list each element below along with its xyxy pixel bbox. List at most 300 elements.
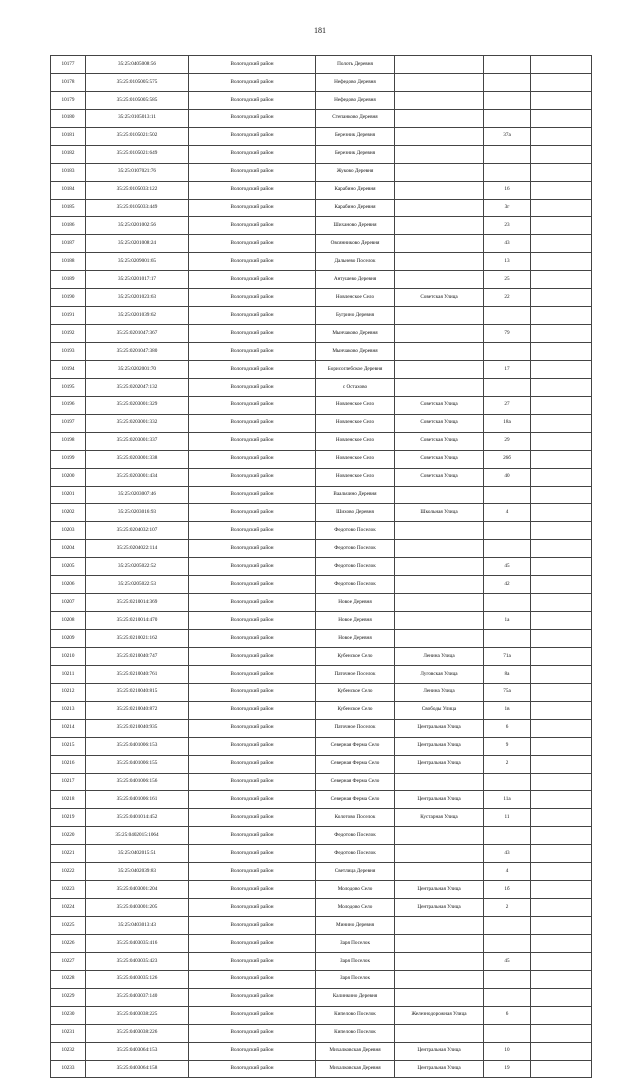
row-number-cell: 10230 <box>51 1006 86 1024</box>
district-cell: Вологодский район <box>189 827 316 845</box>
cadastral-number-cell: 35:25:0401014:452 <box>86 809 189 827</box>
locality-cell: Северная Ферма Село <box>316 791 395 809</box>
house-number-cell: 13 <box>484 253 531 271</box>
street-cell <box>395 1024 484 1042</box>
row-number-cell: 10229 <box>51 988 86 1006</box>
street-cell: Центральная Улица <box>395 899 484 917</box>
district-cell: Вологодский район <box>189 540 316 558</box>
table-row <box>51 396 592 414</box>
house-number-cell: 9 <box>484 737 531 755</box>
cadastral-number-cell: 35:25:0210014:369 <box>86 594 189 612</box>
row-number-cell: 10189 <box>51 271 86 289</box>
cadastral-number-cell: 35:25:0403038:226 <box>86 1024 189 1042</box>
extra-cell <box>531 486 592 504</box>
table-row <box>51 181 592 199</box>
extra-cell <box>531 594 592 612</box>
extra-cell <box>531 701 592 719</box>
row-number-cell: 10186 <box>51 217 86 235</box>
district-cell: Вологодский район <box>189 217 316 235</box>
cadastral-number-cell: 35:25:0403001:204 <box>86 881 189 899</box>
extra-cell <box>531 73 592 91</box>
cadastral-number-cell: 35:25:0401006:161 <box>86 791 189 809</box>
house-number-cell: 16 <box>484 181 531 199</box>
street-cell <box>395 109 484 127</box>
extra-cell <box>531 271 592 289</box>
row-number-cell: 10224 <box>51 899 86 917</box>
district-cell: Вологодский район <box>189 1024 316 1042</box>
extra-cell <box>531 91 592 109</box>
extra-cell <box>531 325 592 343</box>
street-cell <box>395 253 484 271</box>
cadastral-number-cell: 35:25:0405008:56 <box>86 56 189 74</box>
cadastral-number-cell: 35:25:0210040:747 <box>86 647 189 665</box>
house-number-cell <box>484 630 531 648</box>
house-number-cell: 6 <box>484 1006 531 1024</box>
locality-cell: Молодово Село <box>316 899 395 917</box>
locality-cell: Заря Поселок <box>316 952 395 970</box>
district-cell: Вологодский район <box>189 522 316 540</box>
house-number-cell: 1а <box>484 612 531 630</box>
row-number-cell: 10210 <box>51 647 86 665</box>
locality-cell: Новленское Село <box>316 432 395 450</box>
street-cell: Советская Улица <box>395 432 484 450</box>
street-cell <box>395 594 484 612</box>
cadastral-number-cell: 35:25:0401006:153 <box>86 737 189 755</box>
street-cell <box>395 630 484 648</box>
cadastral-number-cell: 35:25:0105033:122 <box>86 181 189 199</box>
street-cell <box>395 845 484 863</box>
locality-cell: Кубенское Село <box>316 683 395 701</box>
locality-cell: Жуково Деревня <box>316 163 395 181</box>
extra-cell <box>531 163 592 181</box>
table-row <box>51 701 592 719</box>
street-cell: Советская Улица <box>395 396 484 414</box>
street-cell: Центральная Улица <box>395 737 484 755</box>
district-cell: Вологодский район <box>189 289 316 307</box>
extra-cell <box>531 307 592 325</box>
extra-cell <box>531 683 592 701</box>
street-cell: Ленина Улица <box>395 683 484 701</box>
row-number-cell: 10219 <box>51 809 86 827</box>
house-number-cell: 42 <box>484 576 531 594</box>
street-cell <box>395 863 484 881</box>
street-cell: Центральная Улица <box>395 791 484 809</box>
street-cell <box>395 952 484 970</box>
cadastral-number-cell: 35:25:0403035:416 <box>86 934 189 952</box>
district-cell: Вологодский район <box>189 683 316 701</box>
row-number-cell: 10218 <box>51 791 86 809</box>
house-number-cell <box>484 307 531 325</box>
table-row <box>51 127 592 145</box>
table-row <box>51 468 592 486</box>
extra-cell <box>531 970 592 988</box>
row-number-cell: 10223 <box>51 881 86 899</box>
street-cell <box>395 217 484 235</box>
street-cell <box>395 56 484 74</box>
district-cell: Вологодский район <box>189 719 316 737</box>
row-number-cell: 10226 <box>51 934 86 952</box>
extra-cell <box>531 952 592 970</box>
extra-cell <box>531 235 592 253</box>
locality-cell: Ваальчино Деревня <box>316 486 395 504</box>
row-number-cell: 10178 <box>51 73 86 91</box>
district-cell: Вологодский район <box>189 558 316 576</box>
row-number-cell: 10217 <box>51 773 86 791</box>
extra-cell <box>531 1006 592 1024</box>
locality-cell: Кипелово Поселок <box>316 1024 395 1042</box>
extra-cell <box>531 665 592 683</box>
district-cell: Вологодский район <box>189 235 316 253</box>
locality-cell: Мынчаково Деревня <box>316 325 395 343</box>
street-cell <box>395 970 484 988</box>
street-cell <box>395 325 484 343</box>
district-cell: Вологодский район <box>189 773 316 791</box>
house-number-cell: 37а <box>484 127 531 145</box>
cadastral-number-cell: 35:25:0201047:380 <box>86 343 189 361</box>
registry-table <box>50 55 592 1078</box>
house-number-cell: 19 <box>484 1060 531 1078</box>
street-cell <box>395 271 484 289</box>
table-row <box>51 56 592 74</box>
street-cell: Центральная Улица <box>395 881 484 899</box>
street-cell <box>395 988 484 1006</box>
district-cell: Вологодский район <box>189 378 316 396</box>
extra-cell <box>531 558 592 576</box>
district-cell: Вологодский район <box>189 630 316 648</box>
row-number-cell: 10200 <box>51 468 86 486</box>
house-number-cell: 45 <box>484 558 531 576</box>
cadastral-number-cell: 35:25:0403064:153 <box>86 1042 189 1060</box>
district-cell: Вологодский район <box>189 486 316 504</box>
house-number-cell: 10 <box>484 1042 531 1060</box>
locality-cell: Михалковская Деревня <box>316 1042 395 1060</box>
extra-cell <box>531 396 592 414</box>
row-number-cell: 10214 <box>51 719 86 737</box>
locality-cell: Михалковская Деревня <box>316 1060 395 1078</box>
cadastral-number-cell: 35:25:0210040:872 <box>86 701 189 719</box>
street-cell <box>395 199 484 217</box>
row-number-cell: 10181 <box>51 127 86 145</box>
table-row <box>51 1060 592 1078</box>
row-number-cell: 10183 <box>51 163 86 181</box>
row-number-cell: 10184 <box>51 181 86 199</box>
street-cell: Советская Улица <box>395 468 484 486</box>
table-row <box>51 737 592 755</box>
extra-cell <box>531 576 592 594</box>
house-number-cell <box>484 827 531 845</box>
cadastral-number-cell: 35:25:0210040:815 <box>86 683 189 701</box>
street-cell: Советская Улица <box>395 289 484 307</box>
row-number-cell: 10190 <box>51 289 86 307</box>
house-number-cell <box>484 163 531 181</box>
row-number-cell: 10205 <box>51 558 86 576</box>
extra-cell <box>531 827 592 845</box>
street-cell <box>395 181 484 199</box>
street-cell <box>395 576 484 594</box>
district-cell: Вологодский район <box>189 450 316 468</box>
house-number-cell <box>484 486 531 504</box>
table-row <box>51 934 592 952</box>
row-number-cell: 10203 <box>51 522 86 540</box>
house-number-cell <box>484 378 531 396</box>
extra-cell <box>531 630 592 648</box>
row-number-cell: 10193 <box>51 343 86 361</box>
locality-cell: Новое Деревня <box>316 594 395 612</box>
table-row <box>51 988 592 1006</box>
street-cell: Центральная Улица <box>395 719 484 737</box>
locality-cell: Федотово Поселок <box>316 827 395 845</box>
extra-cell <box>531 934 592 952</box>
cadastral-number-cell: 35:25:0403037:140 <box>86 988 189 1006</box>
district-cell: Вологодский район <box>189 934 316 952</box>
registry-table-body <box>51 56 592 1078</box>
cadastral-number-cell: 35:25:0202047:132 <box>86 378 189 396</box>
row-number-cell: 10188 <box>51 253 86 271</box>
locality-cell: Заря Поселок <box>316 970 395 988</box>
house-number-cell: 17 <box>484 360 531 378</box>
extra-cell <box>531 755 592 773</box>
row-number-cell: 10213 <box>51 701 86 719</box>
street-cell <box>395 827 484 845</box>
house-number-cell: 18а <box>484 414 531 432</box>
row-number-cell: 10225 <box>51 917 86 935</box>
extra-cell <box>531 181 592 199</box>
table-row <box>51 432 592 450</box>
district-cell: Вологодский район <box>189 701 316 719</box>
table-row <box>51 504 592 522</box>
table-row <box>51 612 592 630</box>
house-number-cell: 1в <box>484 701 531 719</box>
row-number-cell: 10196 <box>51 396 86 414</box>
locality-cell: Карабино Деревня <box>316 181 395 199</box>
district-cell: Вологодский район <box>189 73 316 91</box>
row-number-cell: 10209 <box>51 630 86 648</box>
cadastral-number-cell: 35:25:0204022:114 <box>86 540 189 558</box>
locality-cell: Мынчаково Деревня <box>316 343 395 361</box>
row-number-cell: 10206 <box>51 576 86 594</box>
row-number-cell: 10202 <box>51 504 86 522</box>
locality-cell: Нефедово Деревня <box>316 91 395 109</box>
locality-cell: Паточное Поселок <box>316 719 395 737</box>
table-row <box>51 540 592 558</box>
district-cell: Вологодский район <box>189 468 316 486</box>
district-cell: Вологодский район <box>189 791 316 809</box>
house-number-cell <box>484 773 531 791</box>
extra-cell <box>531 899 592 917</box>
table-row <box>51 109 592 127</box>
district-cell: Вологодский район <box>189 647 316 665</box>
district-cell: Вологодский район <box>189 163 316 181</box>
street-cell <box>395 773 484 791</box>
house-number-cell: 23 <box>484 217 531 235</box>
row-number-cell: 10208 <box>51 612 86 630</box>
cadastral-number-cell: 35:25:0205022:53 <box>86 576 189 594</box>
house-number-cell: 2 <box>484 755 531 773</box>
locality-cell: Дальнево Поселок <box>316 253 395 271</box>
district-cell: Вологодский район <box>189 181 316 199</box>
row-number-cell: 10228 <box>51 970 86 988</box>
street-cell: Ленина Улица <box>395 647 484 665</box>
house-number-cell <box>484 91 531 109</box>
street-cell <box>395 540 484 558</box>
house-number-cell <box>484 540 531 558</box>
row-number-cell: 10198 <box>51 432 86 450</box>
extra-cell <box>531 773 592 791</box>
table-row <box>51 845 592 863</box>
cadastral-number-cell: 35:25:0203001:434 <box>86 468 189 486</box>
district-cell: Вологодский район <box>189 127 316 145</box>
house-number-cell: 79 <box>484 325 531 343</box>
locality-cell: Степанково Деревня <box>316 109 395 127</box>
table-row <box>51 899 592 917</box>
street-cell <box>395 163 484 181</box>
cadastral-number-cell: 35:25:0203007:46 <box>86 486 189 504</box>
cadastral-number-cell: 35:25:0402039:83 <box>86 863 189 881</box>
row-number-cell: 10180 <box>51 109 86 127</box>
table-row <box>51 683 592 701</box>
house-number-cell: 6 <box>484 719 531 737</box>
locality-cell: Федотово Поселок <box>316 558 395 576</box>
street-cell <box>395 486 484 504</box>
extra-cell <box>531 253 592 271</box>
table-row <box>51 163 592 181</box>
table-row <box>51 665 592 683</box>
table-row <box>51 630 592 648</box>
extra-cell <box>531 145 592 163</box>
street-cell <box>395 73 484 91</box>
house-number-cell <box>484 109 531 127</box>
extra-cell <box>531 378 592 396</box>
street-cell <box>395 343 484 361</box>
cadastral-number-cell: 35:25:0201008:24 <box>86 235 189 253</box>
house-number-cell: 22 <box>484 289 531 307</box>
table-row <box>51 522 592 540</box>
table-row <box>51 73 592 91</box>
table-row <box>51 809 592 827</box>
table-row <box>51 647 592 665</box>
cadastral-number-cell: 35:25:0205022:52 <box>86 558 189 576</box>
district-cell: Вологодский район <box>189 504 316 522</box>
cadastral-number-cell: 35:25:0203001:332 <box>86 414 189 432</box>
locality-cell: Новое Деревня <box>316 612 395 630</box>
cadastral-number-cell: 35:25:0105013:11 <box>86 109 189 127</box>
cadastral-number-cell: 35:25:0201047:367 <box>86 325 189 343</box>
table-row <box>51 450 592 468</box>
cadastral-number-cell: 35:25:0105005:575 <box>86 73 189 91</box>
cadastral-number-cell: 35:25:0201002:56 <box>86 217 189 235</box>
cadastral-number-cell: 35:25:0210021:162 <box>86 630 189 648</box>
extra-cell <box>531 289 592 307</box>
house-number-cell: 71а <box>484 647 531 665</box>
house-number-cell: 4 <box>484 504 531 522</box>
table-row <box>51 307 592 325</box>
cadastral-number-cell: 35:25:0201023:63 <box>86 289 189 307</box>
extra-cell <box>531 988 592 1006</box>
extra-cell <box>531 863 592 881</box>
street-cell <box>395 612 484 630</box>
locality-cell: Нефедово Деревня <box>316 73 395 91</box>
locality-cell: Новленское Село <box>316 450 395 468</box>
extra-cell <box>531 1042 592 1060</box>
locality-cell: Шихово Деревня <box>316 504 395 522</box>
cadastral-number-cell: 35:25:0105005:585 <box>86 91 189 109</box>
extra-cell <box>531 1024 592 1042</box>
district-cell: Вологодский район <box>189 863 316 881</box>
row-number-cell: 10185 <box>51 199 86 217</box>
cadastral-number-cell: 35:25:0403013:43 <box>86 917 189 935</box>
table-row <box>51 145 592 163</box>
street-cell <box>395 91 484 109</box>
table-row <box>51 881 592 899</box>
locality-cell: Карабино Деревня <box>316 199 395 217</box>
district-cell: Вологодский район <box>189 360 316 378</box>
table-row <box>51 343 592 361</box>
locality-cell: Федотово Поселок <box>316 845 395 863</box>
table-row <box>51 414 592 432</box>
street-cell <box>395 127 484 145</box>
table-row <box>51 719 592 737</box>
house-number-cell: 2 <box>484 899 531 917</box>
district-cell: Вологодский район <box>189 612 316 630</box>
cadastral-number-cell: 35:25:0403035:423 <box>86 952 189 970</box>
row-number-cell: 10179 <box>51 91 86 109</box>
row-number-cell: 10192 <box>51 325 86 343</box>
row-number-cell: 10199 <box>51 450 86 468</box>
district-cell: Вологодский район <box>189 91 316 109</box>
extra-cell <box>531 540 592 558</box>
locality-cell: Федотово Поселок <box>316 576 395 594</box>
table-row <box>51 952 592 970</box>
extra-cell <box>531 845 592 863</box>
house-number-cell: 26б <box>484 450 531 468</box>
cadastral-number-cell: 35:25:0105033:449 <box>86 199 189 217</box>
extra-cell <box>531 56 592 74</box>
row-number-cell: 10201 <box>51 486 86 504</box>
row-number-cell: 10232 <box>51 1042 86 1060</box>
table-row <box>51 199 592 217</box>
street-cell <box>395 522 484 540</box>
row-number-cell: 10207 <box>51 594 86 612</box>
extra-cell <box>531 809 592 827</box>
locality-cell: Федотово Поселок <box>316 522 395 540</box>
cadastral-number-cell: 35:25:0107021:76 <box>86 163 189 181</box>
cadastral-number-cell: 35:25:0402015:1064 <box>86 827 189 845</box>
table-row <box>51 378 592 396</box>
locality-cell: Бугрино Деревня <box>316 307 395 325</box>
extra-cell <box>531 109 592 127</box>
district-cell: Вологодский район <box>189 396 316 414</box>
row-number-cell: 10177 <box>51 56 86 74</box>
street-cell: Железнодорожная Улица <box>395 1006 484 1024</box>
locality-cell: с Остахово <box>316 378 395 396</box>
street-cell <box>395 145 484 163</box>
cadastral-number-cell: 35:25:0402015:51 <box>86 845 189 863</box>
extra-cell <box>531 468 592 486</box>
district-cell: Вологодский район <box>189 970 316 988</box>
extra-cell <box>531 217 592 235</box>
row-number-cell: 10227 <box>51 952 86 970</box>
locality-cell: Колотово Поселок <box>316 809 395 827</box>
table-row <box>51 235 592 253</box>
locality-cell: Полоть Деревня <box>316 56 395 74</box>
table-row <box>51 970 592 988</box>
street-cell <box>395 558 484 576</box>
district-cell: Вологодский район <box>189 899 316 917</box>
cadastral-number-cell: 35:25:0209001:65 <box>86 253 189 271</box>
extra-cell <box>531 522 592 540</box>
table-row <box>51 917 592 935</box>
house-number-cell: 25 <box>484 271 531 289</box>
